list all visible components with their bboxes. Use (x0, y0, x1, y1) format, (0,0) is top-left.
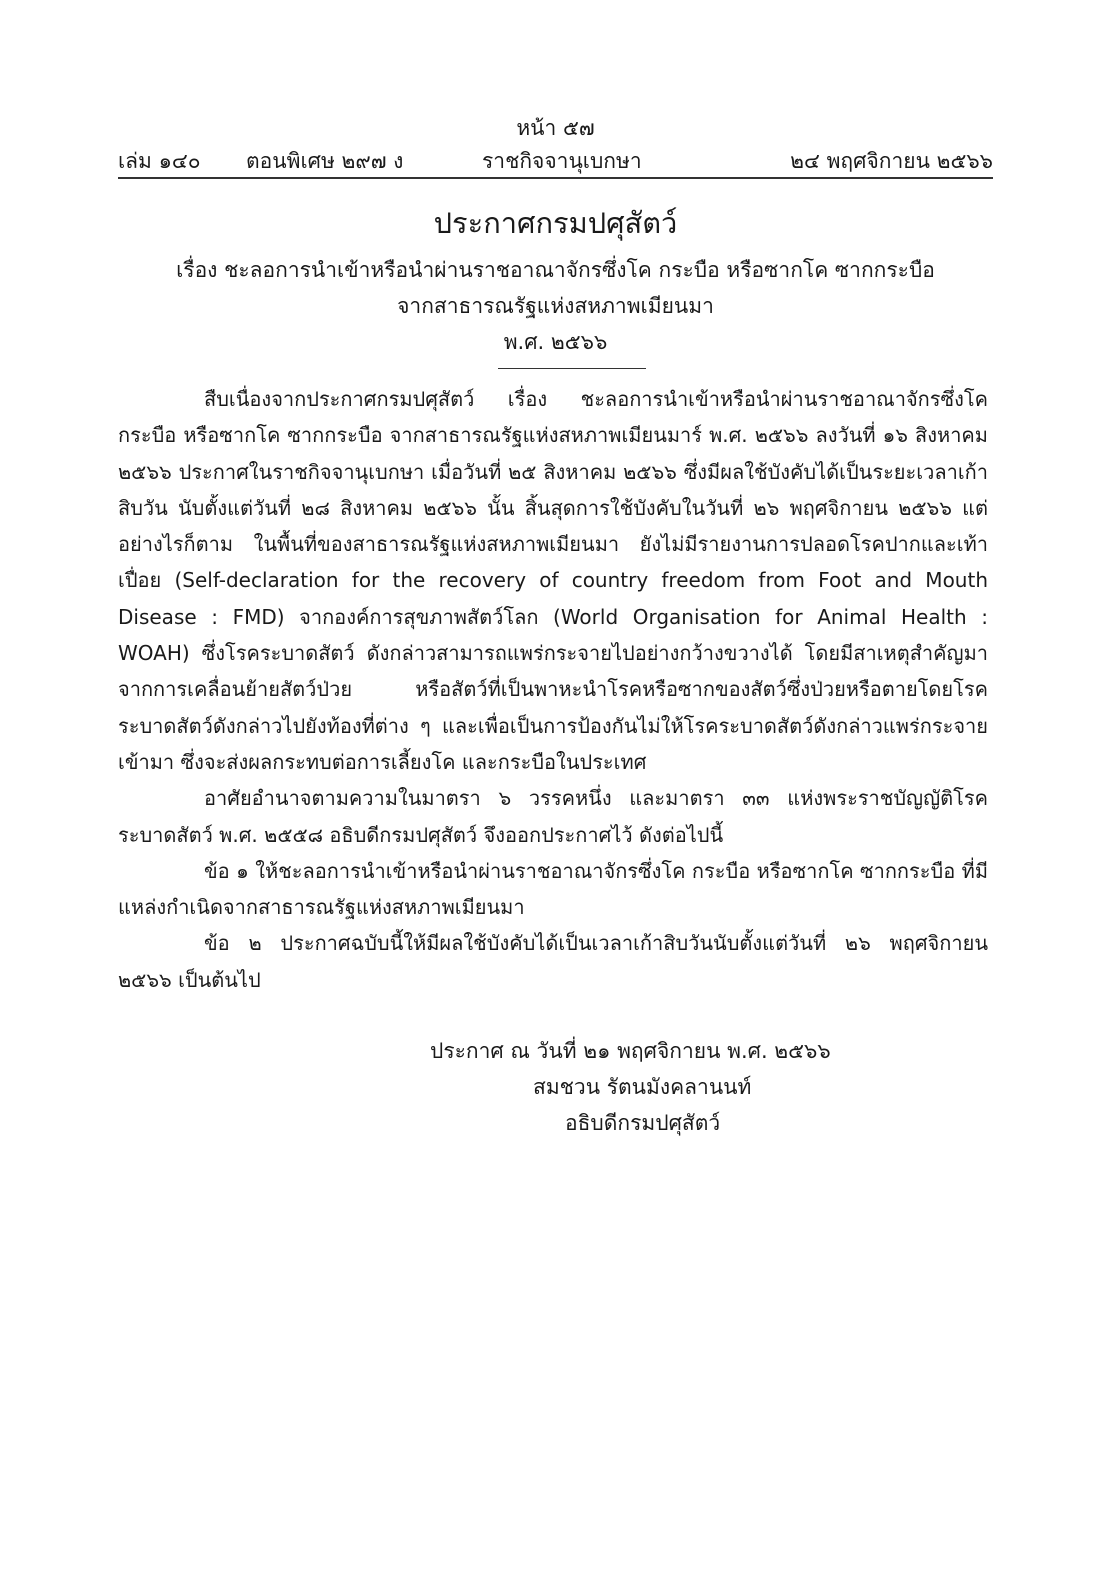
gazette-name: ราชกิจจานุเบกษา (482, 149, 642, 173)
signatory-position: อธิบดีกรมปศุสัตว์ (565, 1111, 721, 1135)
publication-date: ๒๔ พฤศจิกายน ๒๕๖๖ (790, 149, 993, 173)
subject-line: จากสาธารณรัฐแห่งสหภาพเมียนมา (397, 294, 714, 318)
subject-line: เรื่อง ชะลอการนำเข้าหรือนำผ่านราชอาณาจักรซึ่งโค กระบือ หรือซากโค ซากกระบือ (176, 258, 935, 282)
header-divider (118, 177, 993, 179)
page-number: หน้า ๕๗ (516, 116, 595, 140)
clause-1: ข้อ ๑ ให้ชะลอการนำเข้าหรือนำผ่านราชอาณาจักรซึ่งโค กระบือ หรือซากโค ซากกระบือ ที่มีแหล่งกำเนิดจากสาธารณรัฐแห่งสหภาพเมียนมา (118, 858, 988, 920)
announcement-subject (0, 252, 1111, 360)
issue-label: ตอนพิเศษ ๒๙๗ ง (246, 149, 404, 173)
signature-date: ประกาศ ณ วันที่ ๒๑ พฤศจิกายน พ.ศ. ๒๕๖๖ (430, 1039, 831, 1063)
signatory-name: สมชวน รัตนมังคลานนท์ (533, 1075, 752, 1099)
announcement-body (118, 381, 988, 998)
title-divider (498, 368, 646, 369)
announcement-title: ประกาศกรมปศุสัตว์ (433, 206, 678, 240)
gazette-header (118, 145, 993, 175)
signature-block (430, 1033, 890, 1141)
body-paragraph: สืบเนื่องจากประกาศกรมปศุสัตว์ เรื่อง ชะลอการนำเข้าหรือนำผ่านราชอาณาจักรซึ่งโค กระบือ หรือซากโค ซากกระบือ จากสาธารณรัฐแห่งสหภาพเมียนมาร์ พ.ศ. ๒๕๖๖ ลงวันที่ ๑๖ สิงหาคม ๒๕๖๖ ประกาศในราชกิจจานุเบกษา เมื่อวันที่ ๒๕ สิงหาคม ๒๕๖๖ ซึ่งมีผลใช้บังคับได้เป็นระยะเวลาเก้าสิบวัน นับตั้งแต่วันที่ ๒๘ สิงหาคม ๒๕๖๖ นั้น สิ้นสุดการใช้บังคับในวันที่ ๒๖ พฤศจิกายน ๒๕๖๖ แต่อย่างไรก็ตาม ในพื้นที่ของสาธารณรัฐแห่งสหภาพเมียนมา ยังไม่มีรายงานการปลอดโรคปากและเท้าเปื่อย (Self-declaration for the recovery of country freedom from Foot and Mouth Disease : FMD) จากองค์การสุขภาพสัตว์โลก (World Organisation for Animal Health : WOAH) ซึ่งโรคระบาดสัตว์ ดังกล่าวสามารถแพร่กระจายไปอย่างกว้างขวางได้ โดยมีสาเหตุสำคัญมาจากการเคลื่อนย้ายสัตว์ป่วย หรือสัตว์ที่เป็นพาหะนำโรคหรือซากของสัตว์ซึ่งป่วยหรือตายโดยโรคระบาดสัตว์ดังกล่าวไปยังท้องที่ต่าง ๆ และเพื่อเป็นการป้องกันไม่ให้โรคระบาดสัตว์ดังกล่าวแพร่กระจายเข้ามา ซึ่งจะส่งผลกระทบต่อการเลี้ยงโค และกระบือในประเทศ (118, 387, 988, 774)
subject-year: พ.ศ. ๒๕๖๖ (503, 330, 608, 354)
clause-2: ข้อ ๒ ประกาศฉบับนี้ให้มีผลใช้บังคับได้เป็นเวลาเก้าสิบวันนับตั้งแต่วันที่ ๒๖ พฤศจิกายน ๒๕๖๖ เป็นต้นไป (118, 931, 988, 992)
body-paragraph: อาศัยอำนาจตามความในมาตรา ๖ วรรคหนึ่ง และมาตรา ๓๓ แห่งพระราชบัญญัติโรคระบาดสัตว์ พ.ศ. ๒๕๕๘ อธิบดีกรมปศุสัตว์ จึงออกประกาศไว้ ดังต่อไปนี้ (118, 786, 988, 847)
volume-label: เล่ม ๑๔๐ (118, 149, 201, 173)
